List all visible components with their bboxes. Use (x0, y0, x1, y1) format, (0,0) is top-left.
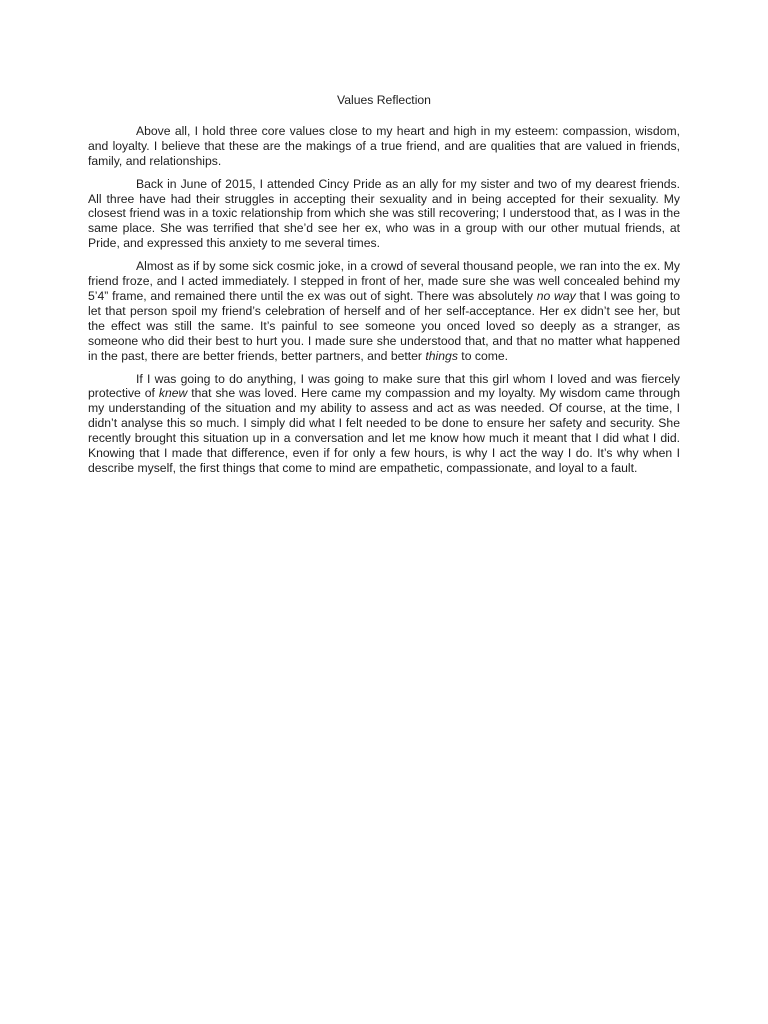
paragraph-text: to come. (457, 348, 509, 363)
emphasis-text: knew (158, 386, 188, 401)
paragraph-text: Above all, I hold three core values close to my heart and high in my esteem: compassion, wisdom, and loyalty. I believe that these are the makings of a true friend, and are qualities that are valued in friends, family, and relationships. (88, 123, 680, 168)
paragraph-text: Back in June of 2015, I attended Cincy Pride as an ally for my sister and two of my dearest friends. All three have had their struggles in accepting their sexuality and in being accepted for their sexuality. My closest friend was in a toxic relationship from which she was still recovering; I understood that, as I was in the same place. She was terrified that she’d see her ex, who was in a group with our other mutual friends, at Pride, and expressed this anxiety to me several times. (88, 176, 680, 251)
document-title: Values Reflection (337, 93, 431, 107)
document-page (88, 93, 680, 484)
paragraph-cincy-pride (88, 177, 680, 252)
paragraph-values (88, 124, 680, 169)
paragraph-text: If I was going to do anything, I was going to make sure that this girl whom I loved and was fiercely protective of (88, 371, 680, 401)
paragraph-text: Almost as if by some sick cosmic joke, in a crowd of several thousand people, we ran into the ex. My friend froze, and I acted immediately. I stepped in front of her, made sure she was well concealed behind my 5’4” frame, and remained there until the ex was out of sight. There was absolutely (88, 259, 680, 303)
paragraph-encounter (88, 259, 680, 363)
paragraph-text: that I was going to let that person spoil my friend’s celebration of herself and of her self-acceptance. Her ex didn’t see her, but the effect was still the same. It’s painful to see someone you onced loved so deeply as a stranger, as someone who did their best to hurt you. I made sure she understood that, and that no matter what happened in the past, there are better friends, better partners, and better (88, 288, 680, 363)
paragraph-text: that she was loved. Here came my compassion and my loyalty. My wisdom came through my understanding of the situation and my ability to assess and act as was needed. Of course, at the time, I didn’t analyse this so much. I simply did what I felt needed to be done to ensure her safety and security. She recently brought this situation up in a conversation and let me know how much it meant that I did what I did. Knowing that I made that difference, even if for only a few hours, is why I act the way I do. It’s why when I describe myself, the first things that come to mind are empathetic, compassionate, and loyal to a fault. (88, 386, 680, 475)
emphasis-text: no way (536, 288, 576, 303)
emphasis-text: things (425, 348, 458, 363)
paragraph-reflection (88, 372, 680, 476)
